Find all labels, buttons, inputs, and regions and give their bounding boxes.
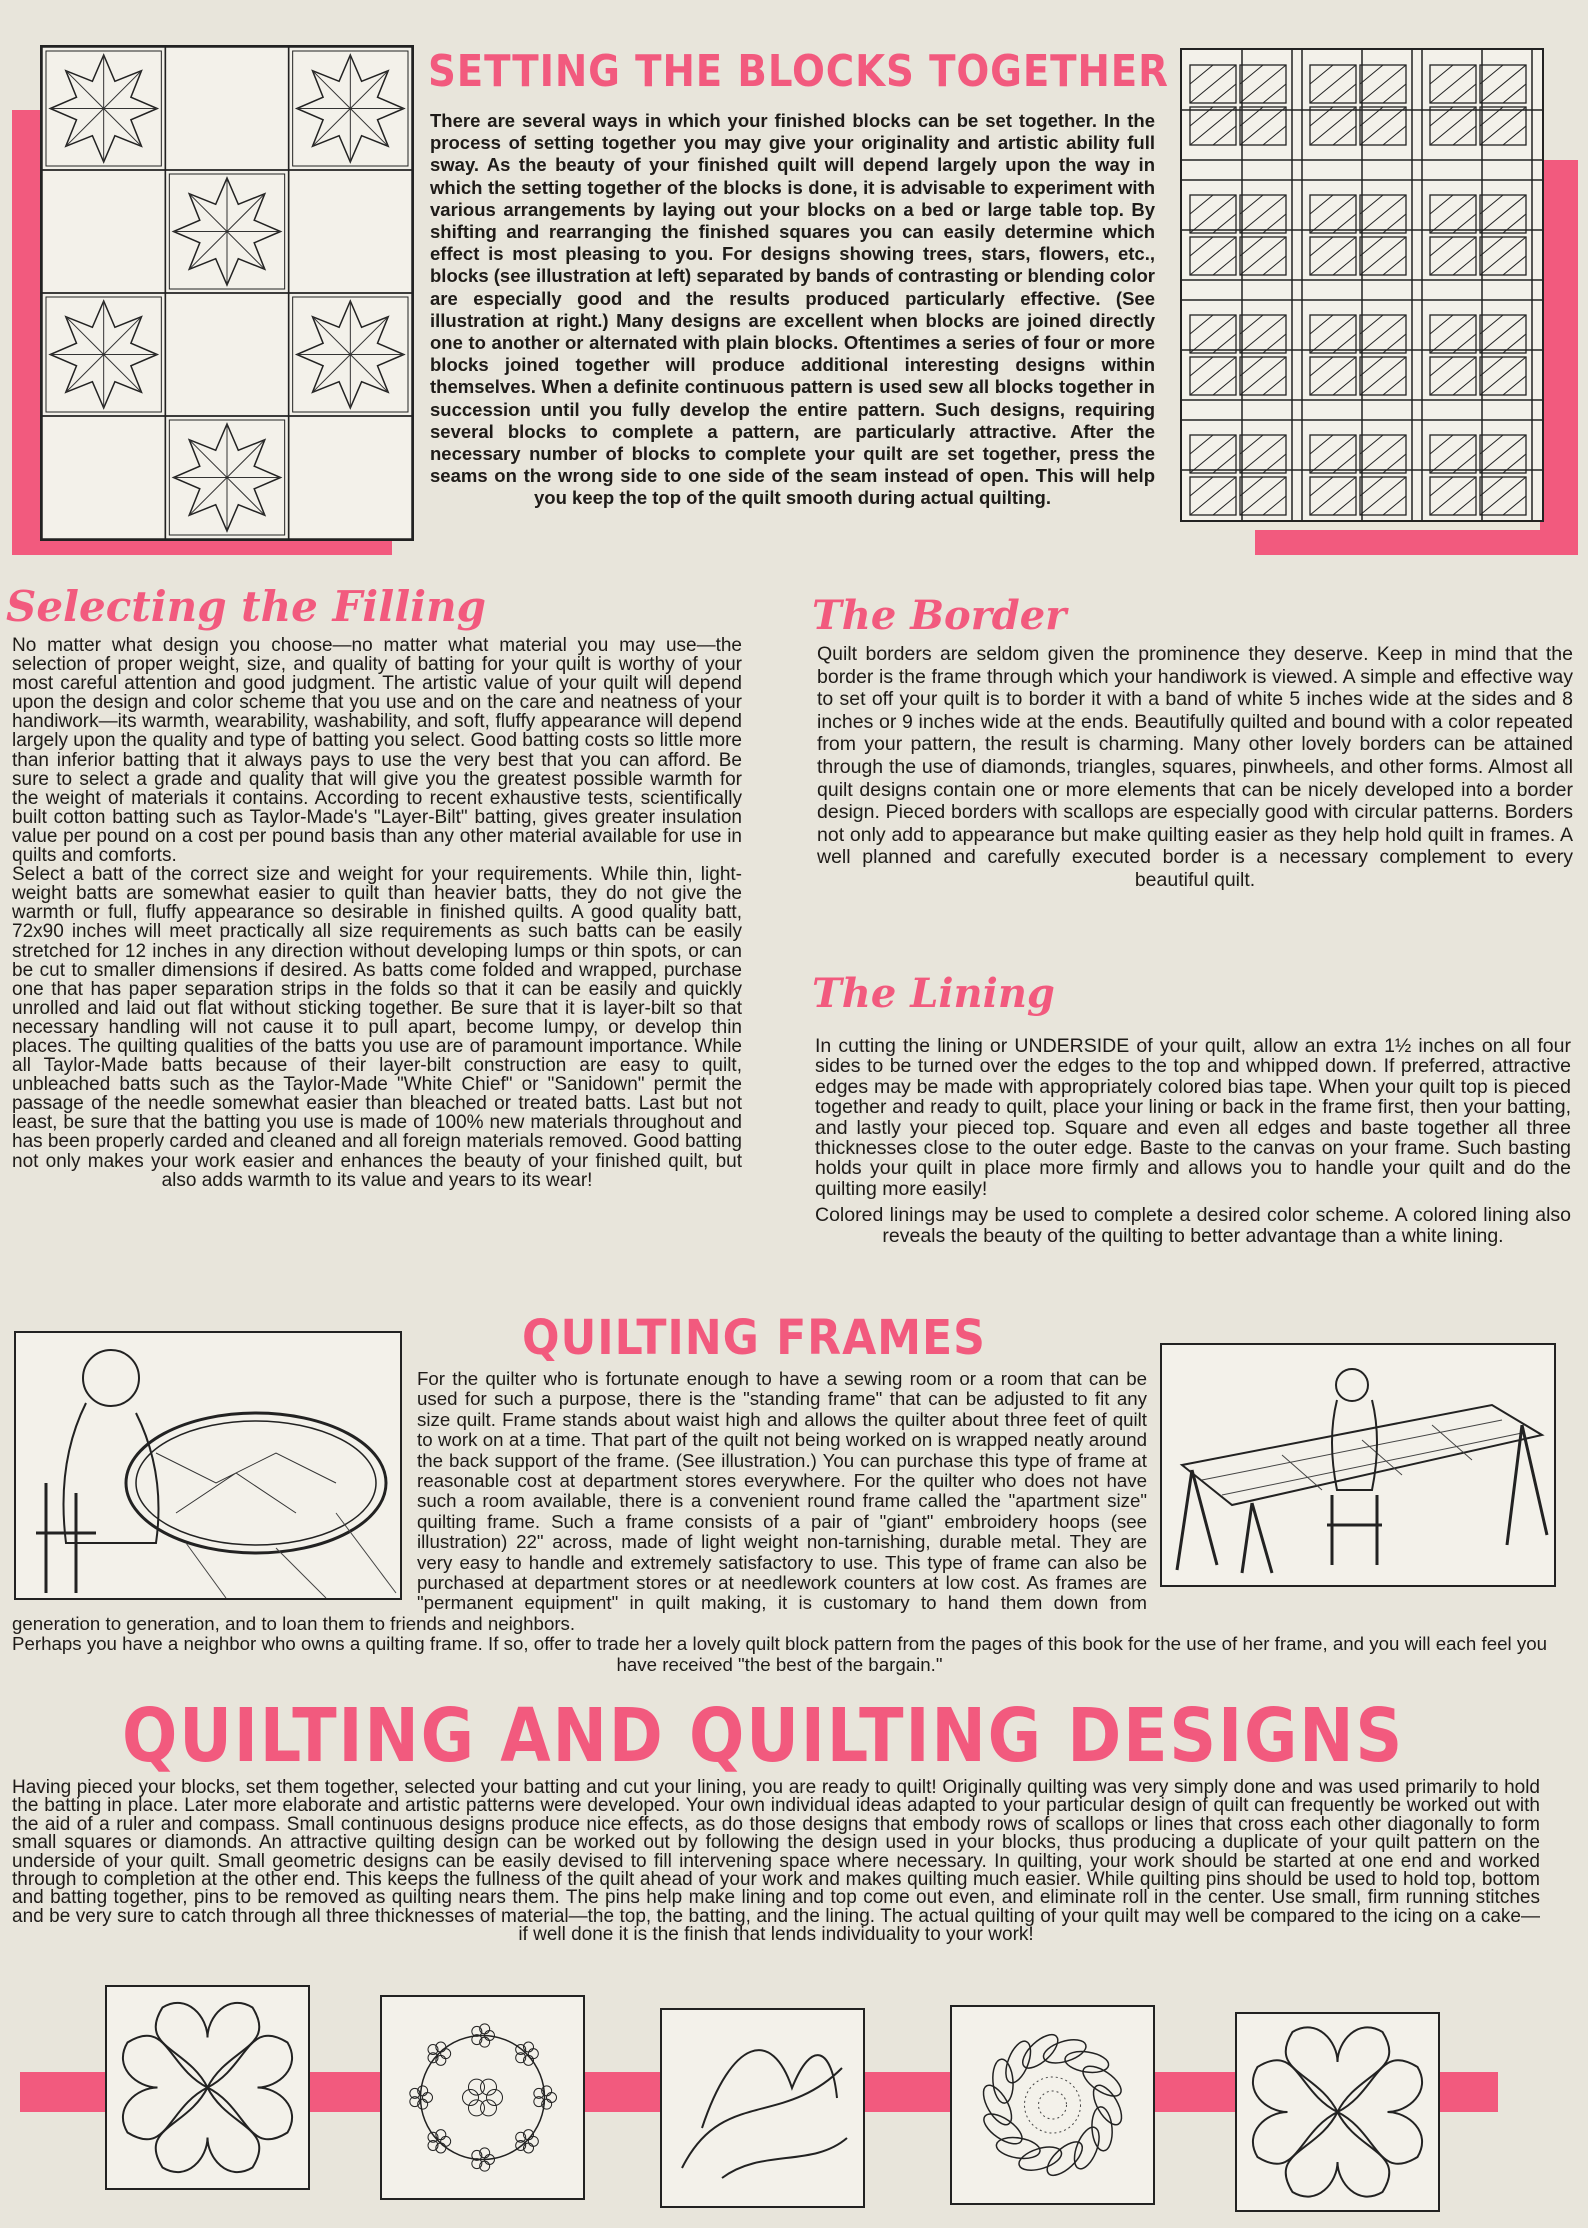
designs-title: QUILTING AND QUILTING DESIGNS <box>122 1693 1405 1779</box>
flower-wreath-motif-icon <box>380 1995 585 2200</box>
filling-paragraph-2: Select a batt of the correct size and weight for your requirements. While thin, light-weight batts are somewhat easier to quilt than heavier batts, they do not give the warmth or full, fluffy appearance so desirable in finished quilts. A good quality batt, 72x90 inches will meet practically all size requirements as such batts can be easily stretched for 12 inches in any direction without developing lumps or thin spots, or can be cut to smaller dimensions if desired. As batts come folded and wrapped, purchase one that has paper separation strips in the folds so that it can be easily and quickly unrolled and laid out flat without sticking together. Be sure that it is layer-bilt so that necessary handling will not cause it to pull apart, become lumpy, or develop thin places. The quilting qualities of the batts you use are of paramount importance. While all Taylor-Made batts because of their layer-bilt construction are easy to quilt, unbleached batts such as the Taylor-Made "White Chief" or "Sanidown" permit the passage of the needle somewhat easier than bleached or treated batts. Last but not least, be sure that the batting you use is made of 100% new materials throughout and has been properly carded and cleaned and all foreign materials removed. Good batting not only makes your work easier and enhances the beauty of your finished quilt, but also adds warmth to its value and years to its wear! <box>12 864 742 1191</box>
hatched-block-icon <box>1190 65 1286 145</box>
feathered-circle-motif-icon <box>950 2005 1155 2205</box>
pink-accent-block <box>1255 530 1578 555</box>
pink-accent-block <box>1540 160 1578 555</box>
filling-body <box>12 636 742 1190</box>
hatched-block-icon <box>1190 195 1286 275</box>
filling-title: Selecting the Filling <box>6 582 487 631</box>
star-block-icon <box>169 174 284 289</box>
right-illustration-spacer <box>1147 1369 1547 1612</box>
frames-paragraph-1: For the quilter who is fortunate enough to have a sewing room or a room that can be used for such a purpose, there is the "standing frame" that can be adjusted to fit any size quilt. Frame stands about waist high and allows the quilter about three feet of quilt to work on at a time. That part of the quilt not being worked on is wrapped neatly around the back support of the frame. (See illustration.) You can purchase this type of frame at reasonable cost at department stores everywhere. For the quilter who does not have such a room available, there is a convenient round frame called the "apartment size" quilting frame. Such a frame consists of a pair of "giant" embroidery hoops (see illustration) 22" across, made of light weight non-tarnishing, durable metal. They are very easy to handle and extremely satisfactory to use. This type of frame can also be purchased at department stores or at needlework counters at low cost. As frames are "permanent equipment" in quilt making, it is customary to hand them down from generation to generation, and to loan them to friends and neighbors. <box>12 1368 1147 1634</box>
lining-title: The Lining <box>812 970 1055 1017</box>
border-body: Quilt borders are seldom given the prominence they deserve. Keep in mind that the border is the frame through which your handiwork is viewed. A simple and effective way to set off your quilt is to border it with a band of white 5 inches wide at the sides and 8 inches or 9 inches wide at the ends. Beautifully quilted and bound with a color repeated from your pattern, the result is charming. Many other lovely borders can be attained through the use of diamonds, triangles, squares, pinwheels, and other forms. Almost all quilt designs contain one or more elements that can be nicely developed into a border design. Pieced borders with scallops are especially good with circular patterns. Borders not only add to appearance but make quilting easier as they help hold quilt in frames. A well planned and carefully executed border is a necessary complement to every beautiful quilt. <box>817 643 1573 891</box>
star-block-icon <box>46 51 161 166</box>
hatched-block-icon <box>1310 65 1406 145</box>
hatched-block-icon <box>1310 195 1406 275</box>
hatched-block-icon <box>1310 435 1406 515</box>
lining-body <box>815 1036 1571 1246</box>
frames-body <box>12 1369 1547 1675</box>
heart-cross-motif-icon <box>105 1985 310 2190</box>
frames-title: QUILTING FRAMES <box>522 1310 986 1366</box>
hatched-block-icon <box>1430 435 1526 515</box>
hatched-block-icon <box>1430 315 1526 395</box>
setting-title: SETTING THE BLOCKS TOGETHER <box>428 46 1169 97</box>
frames-paragraph-2: Perhaps you have a neighbor who owns a quilting frame. If so, offer to trade her a lovely quilt block pattern from the pages of this book for the use of her frame, and you will each feel you have received "the best of the bargain." <box>12 1633 1547 1675</box>
leaf-spray-motif-icon <box>660 2008 865 2208</box>
lining-paragraph-1: In cutting the lining or UNDERSIDE of your quilt, allow an extra 1½ inches on all four sides to be turned over the edges to the top and whipped down. If preferred, attractive edges may be made with appropriately colored bias tape. When your quilt top is pieced together and ready to quilt, place your lining or back in the frame first, then your batting, and lastly your pieced top. Square and even all edges and baste together all three thicknesses close to the outer edge. Baste to the canvas on your frame. Such basting holds your quilt in place more firmly and allows you to handle your quilt and do the quilting more easily! <box>815 1035 1571 1200</box>
hatched-block-icon <box>1190 435 1286 515</box>
star-block-icon <box>293 51 408 166</box>
setting-body: There are several ways in which your finished blocks can be set together. In the process of setting together you may give your originality and artistic ability full sway. As the beauty of your finished quilt will depend largely upon the way in which the setting together of the blocks is done, it is advisable to experiment with various arrangements by laying out your blocks on a bed or large table top. By shifting and rearranging the finished squares you can easily determine which effect is most pleasing to you. For designs showing trees, stars, flowers, etc., blocks (see illustration at left) separated by bands of contrasting or blending color are especially good and the results produced particularly effective. (See illustration at right.) Many designs are excellent when blocks are joined directly one to another or alternated with plain blocks. Oftentimes a series of four or more blocks joined together will produce additional interesting designs within themselves. When a definite continuous pattern is used sew all blocks together in succession until you fully develop the entire pattern. Such designs, requiring several blocks to complete a pattern, are particularly attractive. After the necessary number of blocks to complete your quilt are set together, press the seams on the wrong side to one side of the seam instead of open. This will help you keep the top of the quilt smooth during actual quilting. <box>430 110 1155 509</box>
border-title: The Border <box>812 592 1067 639</box>
star-block-icon <box>293 297 408 412</box>
star-block-icon <box>46 297 161 412</box>
sashed-blocks-illustration <box>1180 48 1544 522</box>
star-block-icon <box>169 420 284 535</box>
filling-paragraph-1: No matter what design you choose—no matter what material you may use—the selection of proper weight, size, and quality of batting for your quilt is worthy of your most careful attention and good judgment. The artistic value of your quilt will depend upon the design and color scheme that you use and on the care and neatness of your handiwork—its warmth, wearability, washability, and soft, fluffy appearance will depend largely upon the quality and type of batting you select. Good batting costs so little more than inferior batting that it always pays to use the very best that you can afford. Be sure to select a grade and quality that will give you the greatest possible warmth for the weight of materials it contains. According to recent exhaustive tests, scientifically built cotton batting such as Taylor-Made's "Layer-Bilt" batting, gives greater insulation value per pound on a cost per pound basis than any other material available for use in quilts and comforts. <box>12 635 742 867</box>
designs-body: Having pieced your blocks, set them together, selected your batting and cut your lining, you are ready to quilt! Originally quilting was very simply done and was used primarily to hold the batting in place. Later more elaborate and artistic patterns were developed. Your own individual ideas adapted to your particular design of quilt can frequently be worked out with the aid of a ruler and compass. Small continuous designs produce nice effects, as do those designs that embody rows of scallops or lines that cross each other diagonally to form small squares or diamonds. An attractive quilting design can be worked out by following the design used in your blocks, thus producing a duplicate of your quilt pattern on the underside of your quilt. Small geometric designs can be easily devised to fill intervening space where necessary. In quilting, your work should be started at one end and worked through to completion at the other end. This keeps the fullness of the quilt ahead of your work and makes quilting much easier. While quilting pins should be used to hold top, bottom and batting together, pins to be removed as quilting nears them. The pins help make lining and top come out even, and eliminate roll in the center. Use small, firm running stitches and be very sure to catch through all three thicknesses of material—the top, the batting, and the lining. The actual quilting of your quilt may well be compared to the icing on a cake—if well done it is the finish that lends individuality to your work! <box>12 1777 1540 1946</box>
left-illustration-spacer <box>12 1369 417 1612</box>
hatched-block-icon <box>1310 315 1406 395</box>
hatched-block-icon <box>1430 195 1526 275</box>
hatched-block-icon <box>1190 315 1286 395</box>
star-blocks-illustration <box>40 45 414 541</box>
hatched-block-icon <box>1430 65 1526 145</box>
tulip-cross-motif-icon <box>1235 2012 1440 2212</box>
lining-paragraph-2: Colored linings may be used to complete a desired color scheme. A colored lining also reveals the beauty of the quilting to better advantage than a white lining. <box>815 1204 1571 1247</box>
